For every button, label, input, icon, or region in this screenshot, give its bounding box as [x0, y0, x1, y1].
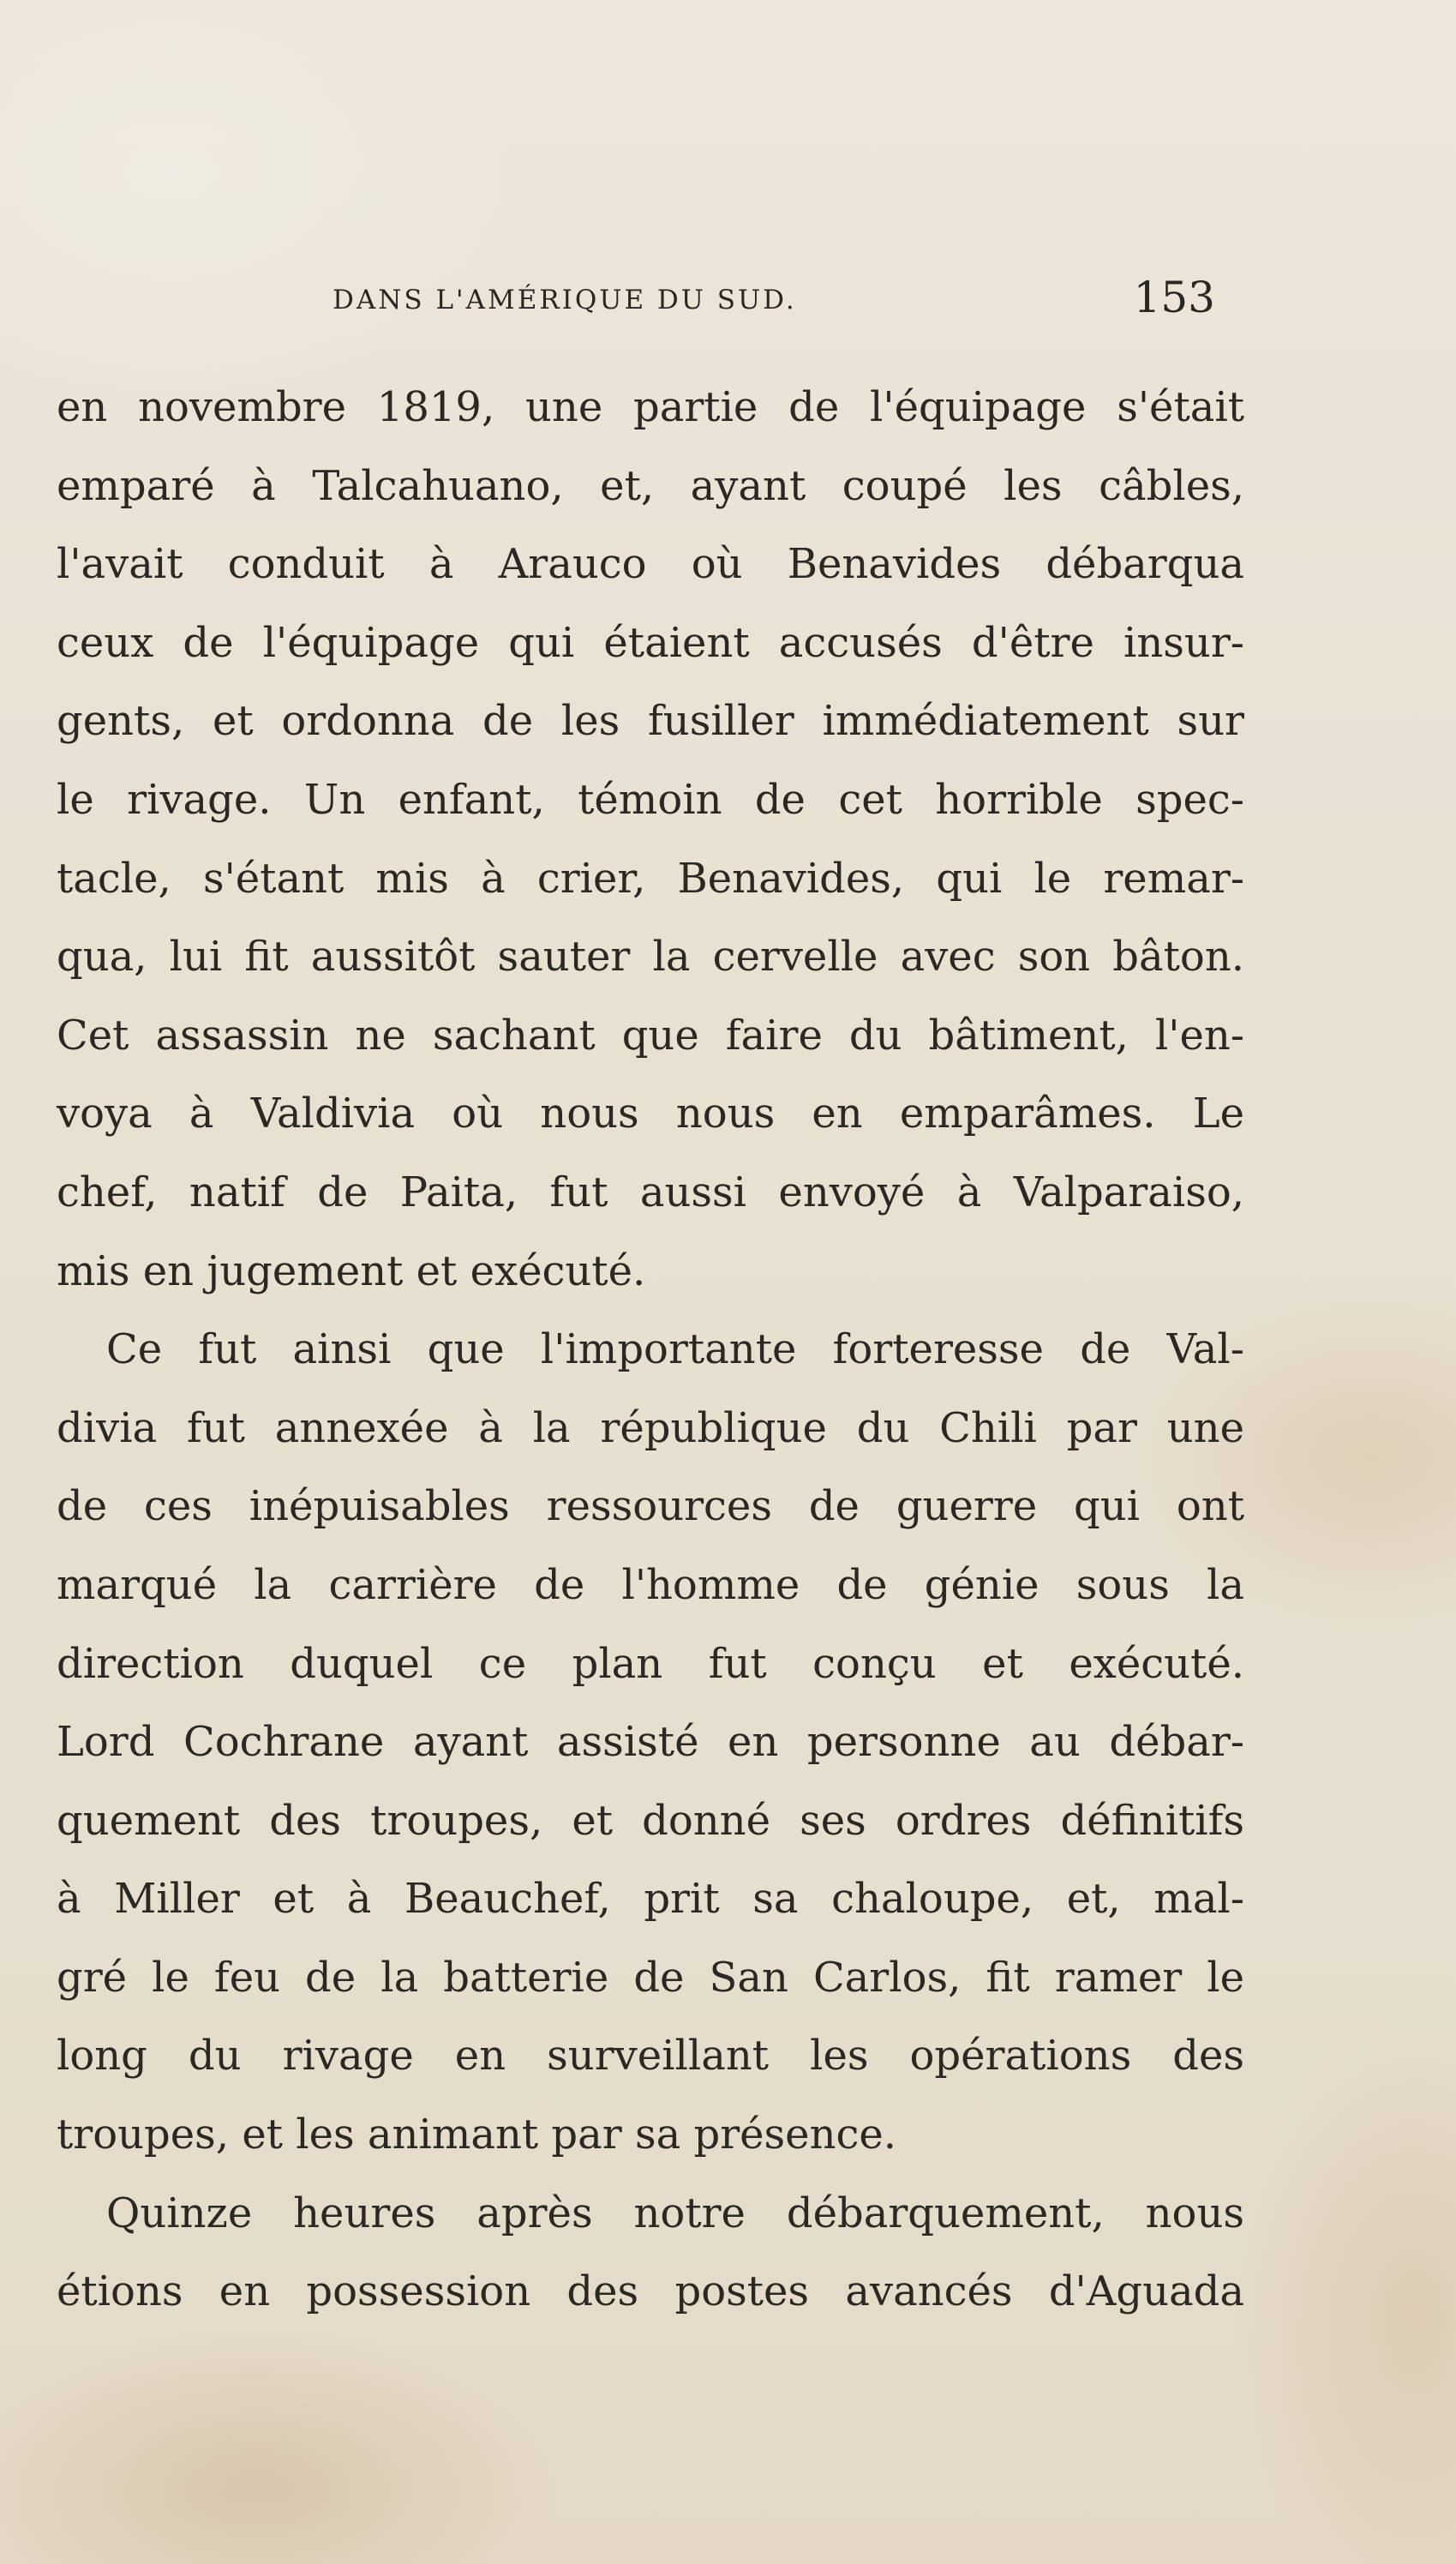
text-line: long du rivage en surveillant les opérations des: [57, 2032, 1244, 2081]
text-line: mis en jugement et exécuté.: [57, 1246, 646, 1295]
text-line: quement des troupes, et donné ses ordres définitifs: [57, 1796, 1244, 1845]
text-line: le rivage. Un enfant, témoin de cet horrible spec-: [57, 775, 1244, 824]
text-line: de ces inépuisables ressources de guerre qui ont: [57, 1482, 1244, 1531]
text-line: Ce fut ainsi que l'importante forteresse de Val-: [106, 1325, 1244, 1374]
text-line: direction duquel ce plan fut conçu et exécuté.: [57, 1639, 1244, 1688]
text-line: chef, natif de Paita, fut aussi envoyé à Valparaiso,: [57, 1168, 1244, 1216]
text-line: en novembre 1819, une partie de l'équipage s'était: [57, 383, 1244, 431]
text-line: troupes, et les animant par sa présence.: [57, 2111, 897, 2159]
text-line: l'avait conduit à Arauco où Benavides débarqua: [57, 540, 1244, 589]
text-line: tacle, s'étant mis à crier, Benavides, qui le remar-: [57, 854, 1244, 903]
text-line: à Miller et à Beauchef, prit sa chaloupe, et, mal-: [57, 1875, 1244, 1924]
text-line: Lord Cochrane ayant assisté en personne au débar-: [57, 1718, 1244, 1767]
text-line: marqué la carrière de l'homme de génie sous la: [57, 1560, 1244, 1609]
text-line: Cet assassin ne sachant que faire du bâtiment, l'en-: [57, 1011, 1244, 1060]
body-text: [57, 369, 1244, 2332]
page-header: [333, 273, 1215, 341]
text-line: étions en possession des postes avancés d'Aguada: [57, 2267, 1244, 2316]
running-head: DANS L'AMÉRIQUE DU SUD.: [333, 285, 797, 315]
text-line: emparé à Talcahuano, et, ayant coupé les câbles,: [57, 461, 1244, 510]
text-line: gré le feu de la batterie de San Carlos, fit ramer le: [57, 1953, 1244, 2002]
text-line: voya à Valdivia où nous nous en emparâmes. Le: [57, 1090, 1244, 1138]
page-number: 153: [1133, 273, 1215, 322]
text-line: gents, et ordonna de les fusiller immédiatement sur: [57, 697, 1244, 746]
text-line: qua, lui fit aussitôt sauter la cervelle avec son bâton.: [57, 933, 1244, 982]
text-line: divia fut annexée à la république du Chili par une: [57, 1403, 1244, 1452]
text-line: ceux de l'équipage qui étaient accusés d'être insur-: [57, 618, 1244, 667]
text-line: Quinze heures après notre débarquement, nous: [106, 2189, 1244, 2237]
